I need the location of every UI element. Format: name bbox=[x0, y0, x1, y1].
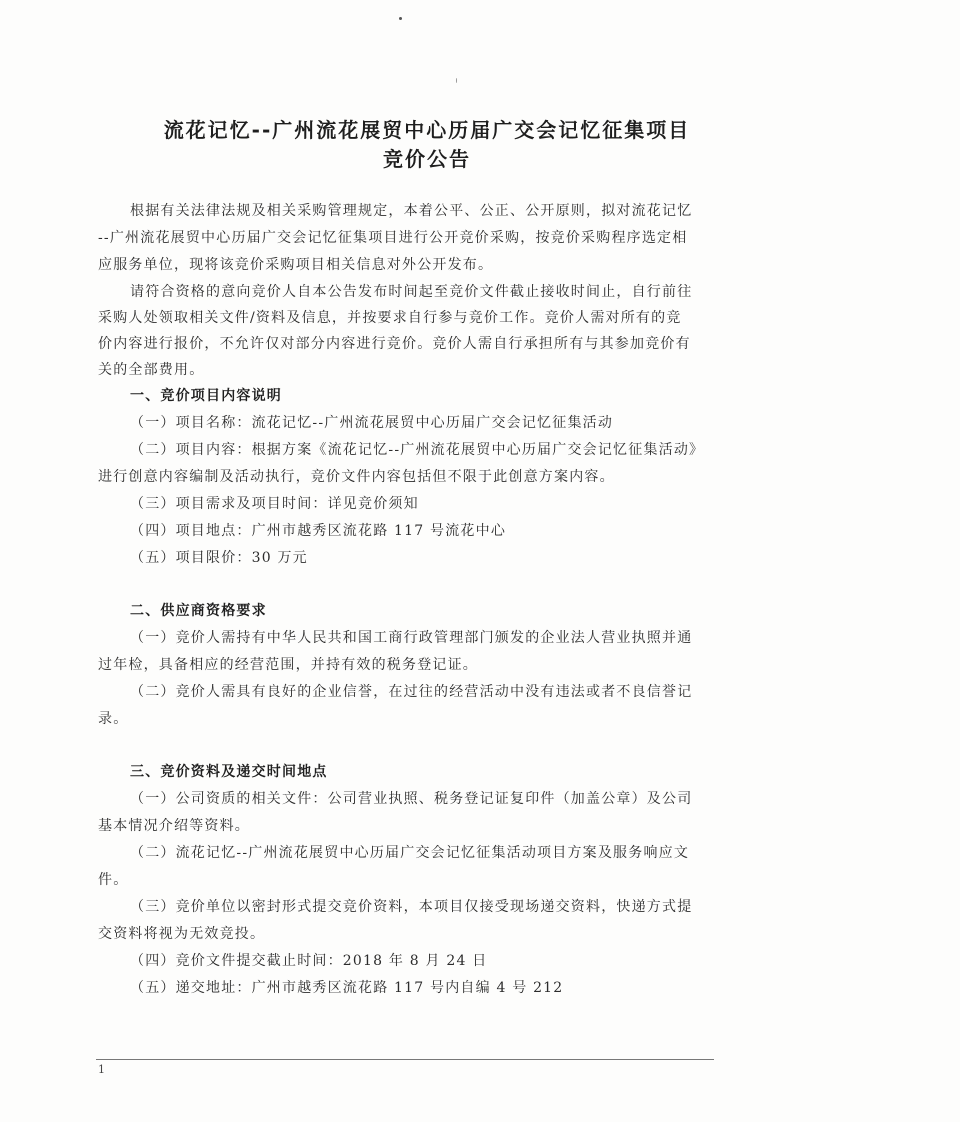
page-number: 1 bbox=[98, 1063, 105, 1076]
intro-p2-line: 采购人处领取相关文件/资料及信息，并按要求自行参与竞价工作。竞价人需对所有的竞 bbox=[98, 310, 682, 326]
intro-p2-line: 请符合资格的意向竞价人自本公告发布时间起至竞价文件截止接收时间止，自行前往 bbox=[130, 284, 693, 300]
section2-line: 过年检，具备相应的经营范围，并持有效的税务登记证。 bbox=[98, 657, 478, 673]
section1-line: （四）项目地点：广州市越秀区流花路 117 号流花中心 bbox=[130, 523, 507, 539]
section2-line: （二）竞价人需具有良好的企业信誉，在过往的经营活动中没有违法或者不良信誉记 bbox=[130, 684, 693, 700]
section2-line: 录。 bbox=[98, 711, 129, 727]
footer-divider bbox=[96, 1059, 714, 1060]
section1-line: （三）项目需求及项目时间：详见竞价须知 bbox=[130, 496, 419, 512]
document-title-line2: 竞价公告 bbox=[383, 147, 471, 171]
section3-line: （三）竞价单位以密封形式提交竞价资料，本项目仅接受现场递交资料，快递方式提 bbox=[130, 899, 693, 915]
section3-line: 件。 bbox=[98, 872, 129, 888]
intro-p2-line: 价内容进行报价，不允许仅对部分内容进行竞价。竞价人需自行承担所有与其参加竞价有 bbox=[98, 336, 691, 352]
section3-line: （四）竞价文件提交截止时间：2018 年 8 月 24 日 bbox=[130, 953, 488, 969]
section1-heading: 一、竞价项目内容说明 bbox=[130, 388, 282, 404]
section3-line: （二）流花记忆--广州流花展贸中心历届广交会记忆征集活动项目方案及服务响应文 bbox=[130, 845, 690, 861]
section3-line: （一）公司资质的相关文件：公司营业执照、税务登记证复印件（加盖公章）及公司 bbox=[130, 791, 693, 807]
section1-line: （五）项目限价：30 万元 bbox=[130, 550, 308, 566]
document-title-line1: 流花记忆--广州流花展贸中心历届广交会记忆征集项目 bbox=[163, 118, 691, 142]
intro-p1-line: 根据有关法律法规及相关采购管理规定，本着公平、公正、公开原则，拟对流花记忆 bbox=[130, 203, 693, 219]
intro-p1-line: 应服务单位，现将该竞价采购项目相关信息对外公开发布。 bbox=[98, 257, 494, 273]
section3-line: （五）递交地址：广州市越秀区流花路 117 号内自编 4 号 212 bbox=[130, 980, 564, 996]
intro-p2-line: 关的全部费用。 bbox=[98, 362, 205, 378]
section3-heading: 三、竞价资料及递交时间地点 bbox=[130, 764, 328, 780]
section1-line: （一）项目名称：流花记忆--广州流花展贸中心历届广交会记忆征集活动 bbox=[130, 415, 614, 431]
intro-p1-line: --广州流花展贸中心历届广交会记忆征集项目进行公开竞价采购，按竞价采购程序选定相 bbox=[98, 230, 688, 246]
section2-line: （一）竞价人需持有中华人民共和国工商行政管理部门颁发的企业法人营业执照并通 bbox=[130, 630, 693, 646]
section2-heading: 二、供应商资格要求 bbox=[130, 603, 267, 619]
section1-line: 进行创意内容编制及活动执行，竞价文件内容包括但不限于此创意方案内容。 bbox=[98, 469, 615, 485]
section3-line: 交资料将视为无效竞投。 bbox=[98, 926, 266, 942]
scan-speck bbox=[399, 17, 402, 20]
section1-line: （二）项目内容：根据方案《流花记忆--广州流花展贸中心历届广交会记忆征集活动》 bbox=[130, 442, 705, 458]
scan-speck bbox=[456, 78, 457, 83]
section3-line: 基本情况介绍等资料。 bbox=[98, 818, 250, 834]
